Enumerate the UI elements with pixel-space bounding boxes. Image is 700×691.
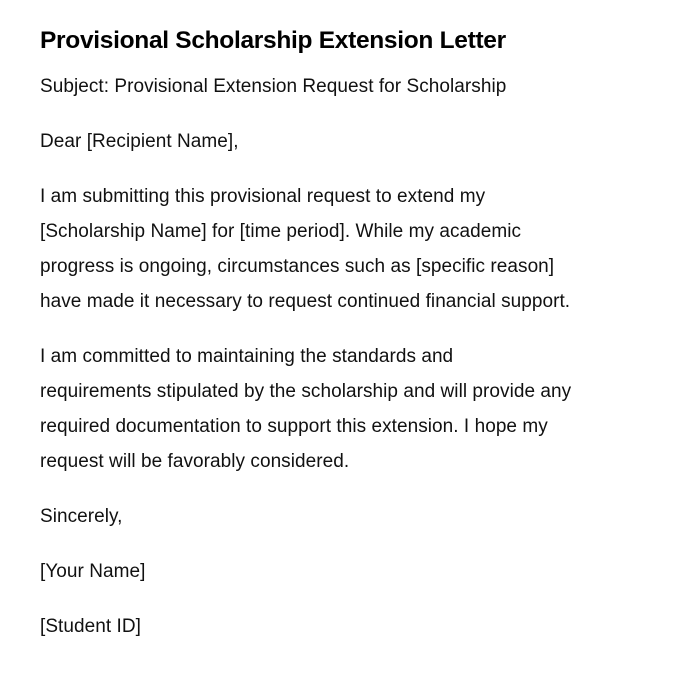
- paragraph-line: [Scholarship Name] for [time period]. While my academic: [40, 221, 522, 242]
- salutation: Dear [Recipient Name],: [40, 131, 239, 152]
- paragraph-line: have made it necessary to request continued financial support.: [40, 291, 571, 312]
- signature-name: [Your Name]: [40, 561, 146, 582]
- paragraph-line: progress is ongoing, circumstances such as [specific reason]: [40, 256, 555, 277]
- body-paragraph-2: [40, 339, 660, 479]
- paragraph-line: I am committed to maintaining the standards and: [40, 346, 454, 367]
- student-id: [Student ID]: [40, 616, 141, 637]
- body-paragraph-1: [40, 179, 660, 319]
- paragraph-line: request will be favorably considered.: [40, 451, 350, 472]
- paragraph-line: requirements stipulated by the scholarship and will provide any: [40, 381, 572, 402]
- subject-line: Subject: Provisional Extension Request for Scholarship: [40, 76, 507, 97]
- closing: Sincerely,: [40, 506, 123, 527]
- letter-title: Provisional Scholarship Extension Letter: [40, 27, 506, 54]
- paragraph-line: I am submitting this provisional request to extend my: [40, 186, 486, 207]
- paragraph-line: required documentation to support this extension. I hope my: [40, 416, 548, 437]
